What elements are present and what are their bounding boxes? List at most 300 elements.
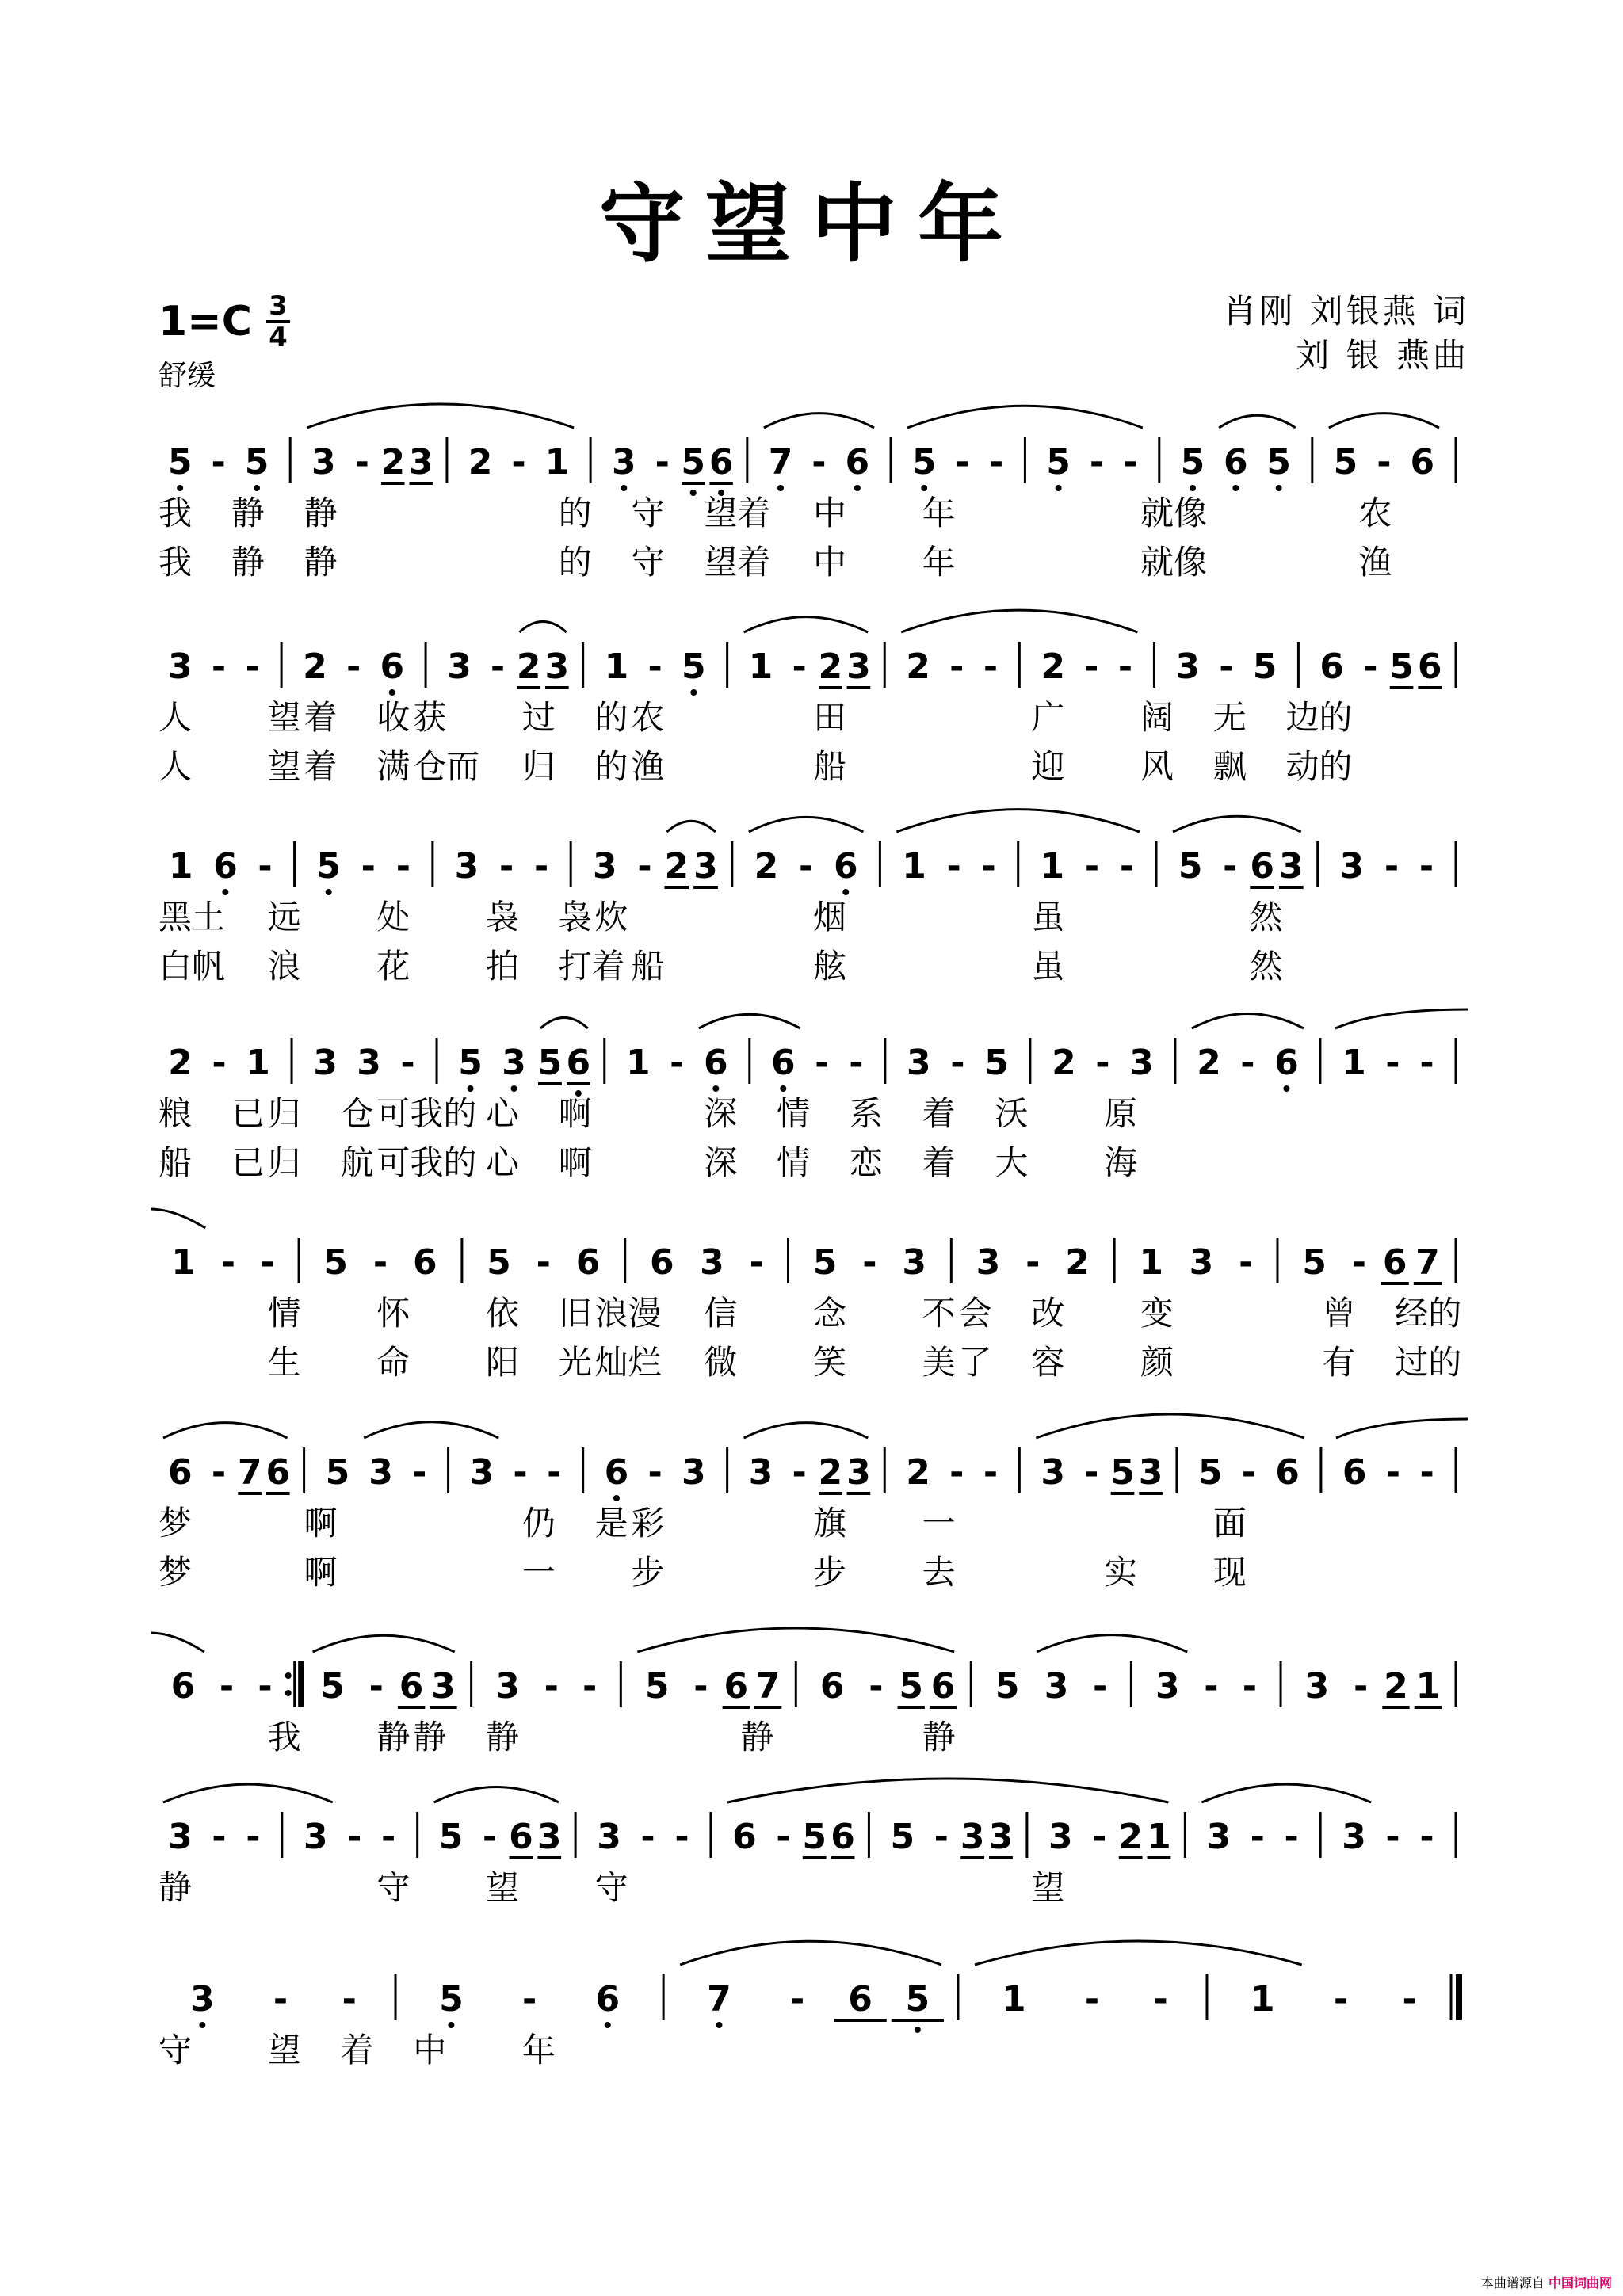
dash-hold: - — [1204, 1666, 1219, 1707]
repeat-dot — [285, 1672, 292, 1679]
lyric-word: 舷 — [813, 947, 847, 986]
slur-arc — [1173, 816, 1301, 832]
note-digit: 1 — [1251, 1979, 1275, 2019]
note-digit: 5 — [905, 1979, 930, 2019]
lyric-word: 浪 — [267, 947, 301, 986]
note-digit: 2 — [1118, 1817, 1143, 1857]
note-digit: 2 — [1065, 1242, 1090, 1283]
slur-arc — [1329, 414, 1439, 428]
dash-hold: - — [258, 846, 273, 887]
slur-arc — [313, 1635, 455, 1652]
lyric-word: 守 — [376, 1868, 411, 1907]
lyric-word: 仓 — [340, 1094, 374, 1133]
lyric-word: 飘 — [1212, 747, 1247, 786]
note-digit: 1 — [246, 1043, 270, 1083]
lyric-word: 渔 — [631, 747, 665, 786]
note-digit: 3 — [311, 442, 336, 482]
tie-arc-continued — [151, 1209, 205, 1228]
note-digit: 6 — [724, 1666, 749, 1707]
watermark-site: 中国词曲网 — [1548, 2275, 1612, 2290]
octave-dot-below — [690, 490, 697, 496]
dash-hold: - — [1419, 1817, 1434, 1857]
lyric-word: 梦 — [158, 1553, 193, 1592]
dash-hold: - — [260, 1242, 275, 1283]
dash-hold: - — [219, 1666, 235, 1707]
slur-arc — [699, 1014, 800, 1028]
note-digit: 2 — [380, 442, 406, 482]
lyric-word: 情 — [267, 1294, 301, 1333]
lyric-word: 情 — [777, 1143, 811, 1182]
lyric-word: 的 — [594, 747, 628, 786]
slur-arc — [896, 810, 1140, 832]
dash-hold: - — [981, 846, 996, 887]
dash-hold: - — [1025, 1242, 1041, 1283]
note-digit: 5 — [644, 1666, 670, 1707]
lyric-word: 的 — [558, 543, 592, 582]
dash-hold: - — [1333, 1979, 1349, 2019]
note-digit: 3 — [447, 646, 472, 687]
lyric-word: 获 — [413, 698, 447, 737]
lyric-word: 容 — [1031, 1343, 1065, 1382]
lyric-word: 过的 — [1395, 1343, 1462, 1382]
note-digit: 6 — [831, 1817, 855, 1857]
dash-hold: - — [212, 1043, 227, 1083]
note-digit: 3 — [495, 1666, 520, 1707]
dash-hold: - — [955, 442, 970, 482]
lyric-word: 实 — [1104, 1553, 1138, 1592]
dash-hold: - — [1351, 1242, 1366, 1283]
note-digit: 5 — [325, 1452, 350, 1493]
slur-arc — [163, 1423, 288, 1438]
dash-hold: - — [1223, 846, 1238, 887]
note-digit: 5 — [438, 1817, 464, 1857]
dash-hold: - — [749, 1242, 764, 1283]
note-digit: 3 — [537, 1817, 562, 1857]
octave-dot-below — [842, 889, 849, 895]
dash-hold: - — [534, 846, 549, 887]
note-digit: 3 — [1206, 1817, 1232, 1857]
note-digit: 6 — [265, 1452, 291, 1493]
lyric-word: 静 — [376, 1718, 411, 1756]
lyric-word: 的 — [558, 494, 592, 532]
dash-hold: - — [1084, 646, 1099, 687]
note-digit: 3 — [748, 1452, 773, 1493]
note-digit: 5 — [1252, 646, 1277, 687]
note-digit: 3 — [1342, 1817, 1366, 1857]
note-digit: 6 — [819, 1666, 845, 1707]
note-digit: 5 — [802, 1817, 827, 1857]
octave-dot-below — [254, 485, 260, 491]
tie-arc-continue — [1336, 1419, 1468, 1438]
slur-arc — [666, 821, 715, 832]
note-digit: 7 — [755, 1666, 781, 1707]
octave-dot-below — [199, 2022, 205, 2028]
lyric-word: 静 — [413, 1718, 447, 1756]
dash-hold: - — [670, 1043, 685, 1083]
dash-hold: - — [637, 846, 652, 887]
tie-arc-continued — [151, 1633, 204, 1652]
note-digit: 5 — [995, 1666, 1020, 1707]
octave-dot-below — [854, 485, 861, 491]
lyric-word: 有 — [1322, 1343, 1356, 1382]
dash-hold: - — [273, 1979, 288, 2019]
slur-arc — [163, 1784, 333, 1802]
dash-hold: - — [212, 1817, 227, 1857]
dash-hold: - — [211, 1452, 227, 1493]
octave-dot-below — [613, 1495, 620, 1501]
dash-hold: - — [934, 1817, 949, 1857]
lyric-word: 着 — [922, 1094, 956, 1133]
note-digit: 6 — [1410, 442, 1435, 482]
dash-hold: - — [674, 1817, 689, 1857]
octave-dot-below — [326, 889, 332, 895]
note-digit: 1 — [625, 1043, 651, 1083]
key-signature: 1=C — [158, 298, 252, 345]
octave-dot-below — [716, 2022, 722, 2028]
lyric-word: 归 — [521, 747, 556, 786]
dash-hold: - — [1123, 442, 1138, 482]
repeat-dot — [285, 1690, 292, 1696]
dash-hold: - — [1084, 846, 1100, 887]
slur-arc — [1192, 1014, 1304, 1028]
lyric-word: 怀 — [376, 1294, 411, 1333]
note-digit: 7 — [768, 442, 793, 482]
note-digit: 5 — [682, 646, 706, 687]
lyric-word: 灿烂 — [594, 1343, 662, 1382]
note-digit: 6 — [845, 442, 870, 482]
lyric-word: 中 — [413, 2031, 447, 2069]
octave-dot-below — [1276, 485, 1282, 491]
note-digit: 6 — [1223, 442, 1248, 482]
lyric-word: 静 — [922, 1718, 956, 1756]
note-digit: 6 — [930, 1666, 956, 1707]
lyric-word: 命 — [376, 1343, 411, 1382]
note-digit: 6 — [170, 1666, 196, 1707]
note-digit: 7 — [1415, 1242, 1440, 1283]
lyric-word: 颜 — [1140, 1343, 1174, 1382]
watermark-source: 本曲谱源自 — [1480, 2275, 1545, 2290]
note-digit: 3 — [544, 646, 570, 687]
lyric-word: 着 — [304, 747, 338, 786]
dash-hold: - — [369, 1666, 384, 1707]
note-digit: 6 — [566, 1043, 591, 1083]
note-digit: 2 — [818, 646, 843, 687]
dash-hold: - — [490, 646, 506, 687]
note-digit: 2 — [516, 646, 541, 687]
dash-hold: - — [1093, 1666, 1108, 1707]
note-digit: 3 — [1044, 1666, 1069, 1707]
slur-arc — [749, 817, 864, 832]
lyric-word: 了 — [958, 1343, 992, 1382]
note-digit: 6 — [1274, 1043, 1299, 1083]
lyric-word: 去 — [922, 1553, 956, 1592]
note-digit: 3 — [700, 1242, 724, 1283]
note-digit: 3 — [168, 1817, 193, 1857]
note-digit: 2 — [1384, 1666, 1408, 1707]
note-digit: 3 — [592, 846, 617, 887]
dash-hold: - — [547, 1452, 562, 1493]
lyric-word: 广 — [1031, 698, 1065, 737]
lyric-word: 满 — [376, 747, 411, 786]
lyric-word: 大 — [995, 1143, 1029, 1182]
dash-hold: - — [983, 1452, 999, 1493]
lyric-word: 拍 — [486, 947, 520, 986]
dash-hold: - — [1119, 846, 1135, 887]
lyric-word: 旗 — [813, 1504, 847, 1543]
dash-hold: - — [1242, 1666, 1257, 1707]
dash-hold: - — [1384, 846, 1400, 887]
note-digit: 3 — [431, 1666, 456, 1707]
note-digit: 6 — [1342, 1452, 1367, 1493]
lyric-word: 信 — [704, 1294, 738, 1333]
slur-arc — [907, 406, 1143, 428]
note-digit: 5 — [1197, 1452, 1223, 1493]
lyric-word: 就像 — [1140, 543, 1208, 582]
note-digit: 2 — [906, 1452, 930, 1493]
octave-dot-below — [921, 485, 927, 491]
dash-hold: - — [1084, 1979, 1100, 2019]
dash-hold: - — [511, 442, 526, 482]
dash-hold: - — [983, 646, 999, 687]
slur-arc — [1037, 1635, 1187, 1652]
lyric-word: 船 — [813, 747, 847, 786]
octave-dot-below — [605, 2022, 611, 2028]
dash-hold: - — [513, 1452, 528, 1493]
lyric-word: 心 — [486, 1143, 520, 1182]
dash-hold: - — [412, 1452, 427, 1493]
lyric-word: 静 — [304, 543, 338, 582]
dash-hold: - — [342, 1979, 357, 2019]
note-digit: 3 — [369, 1452, 393, 1493]
lyric-word: 旧 — [558, 1294, 592, 1333]
lyric-word: 航 — [340, 1143, 374, 1182]
dash-hold: - — [1239, 1242, 1254, 1283]
lyric-word: 白帆 — [158, 947, 226, 986]
lyric-word: 归 — [267, 1143, 301, 1182]
dash-hold: - — [798, 846, 814, 887]
dash-hold: - — [1377, 442, 1392, 482]
dash-hold: - — [372, 1242, 388, 1283]
lyric-word: 打着 — [558, 947, 625, 986]
note-digit: 6 — [412, 1242, 437, 1283]
note-digit: 5 — [681, 442, 706, 482]
lyric-word: 啊 — [304, 1553, 338, 1592]
dash-hold: - — [1092, 1817, 1107, 1857]
note-digit: 3 — [1129, 1043, 1154, 1083]
lyric-word: 的 — [594, 698, 628, 737]
tie-arc-continue — [1335, 1009, 1468, 1028]
lyric-word: 一 — [521, 1553, 556, 1592]
dash-hold: - — [640, 1817, 655, 1857]
lyric-word: 可我的 — [376, 1143, 477, 1182]
slur-arc — [1201, 1784, 1371, 1802]
lyric-word: 着 — [340, 2031, 374, 2069]
lyric-word: 原 — [1104, 1094, 1138, 1133]
lyric-word: 静 — [740, 1718, 774, 1756]
note-digit: 2 — [468, 442, 493, 482]
note-digit: 2 — [1041, 646, 1065, 687]
lyric-word: 远 — [267, 898, 301, 936]
lyric-word: 守 — [594, 1868, 628, 1907]
lyric-word: 望 — [267, 2031, 301, 2069]
lyric-word: 农 — [1358, 494, 1392, 532]
note-digit: 7 — [707, 1979, 731, 2019]
dash-hold: - — [1153, 1979, 1168, 2019]
lyric-word: 处 — [376, 898, 411, 936]
song-title: 守望中年 — [598, 174, 1024, 274]
note-digit: 6 — [732, 1817, 757, 1857]
lyric-word: 然 — [1249, 898, 1283, 936]
note-digit: 1 — [1139, 1242, 1164, 1283]
dash-hold: - — [211, 442, 226, 482]
dash-hold: - — [655, 442, 670, 482]
slur-arc — [764, 414, 874, 428]
dash-hold: - — [1385, 1452, 1401, 1493]
note-digit: 5 — [1266, 442, 1291, 482]
note-digit: 3 — [1189, 1242, 1214, 1283]
note-digit: 3 — [1048, 1817, 1073, 1857]
lyric-word: 中 — [813, 494, 847, 532]
dash-hold: - — [949, 1452, 964, 1493]
lyric-word: 静 — [158, 1868, 193, 1907]
note-digit: 3 — [682, 1452, 706, 1493]
slur-arc — [680, 1941, 941, 1965]
lyric-word: 美 — [922, 1343, 956, 1382]
lyric-word: 着 — [922, 1143, 956, 1182]
slur-arc — [307, 404, 574, 428]
dash-hold: - — [792, 646, 807, 687]
note-digit: 5 — [244, 442, 269, 482]
note-digit: 2 — [818, 1452, 843, 1493]
note-digit: 6 — [399, 1666, 424, 1707]
note-digit: 3 — [693, 846, 718, 887]
note-digit: 6 — [649, 1242, 674, 1283]
lyric-word: 收 — [376, 698, 411, 737]
octave-dot-below — [177, 485, 183, 491]
slur-arc — [727, 1779, 1168, 1802]
note-digit: 5 — [1389, 646, 1414, 687]
dash-hold: - — [647, 1452, 663, 1493]
lyric-word: 风 — [1140, 747, 1174, 786]
dash-hold: - — [1240, 1043, 1255, 1083]
time-denominator: 4 — [269, 322, 288, 353]
lyric-word: 静 — [304, 494, 338, 532]
note-digit: 5 — [323, 1242, 348, 1283]
lyric-word: 过 — [521, 698, 556, 737]
lyric-word: 迎 — [1031, 747, 1065, 786]
note-digit: 3 — [167, 646, 193, 687]
lyric-word: 生 — [267, 1343, 301, 1382]
note-digit: 3 — [988, 1817, 1014, 1857]
dash-hold: - — [246, 1817, 261, 1857]
note-digit: 3 — [313, 1043, 338, 1083]
lyric-word: 年 — [521, 2031, 556, 2069]
octave-dot-below — [690, 689, 697, 696]
lyric-word: 笑 — [813, 1343, 847, 1382]
note-digit: 5 — [537, 1043, 563, 1083]
octave-dot-below — [389, 689, 395, 696]
lyric-word: 微 — [704, 1343, 738, 1382]
note-digit: 1 — [171, 1242, 196, 1283]
note-digit: 1 — [902, 846, 926, 887]
octave-dot-below — [1056, 485, 1062, 491]
lyric-word: 望着 — [704, 543, 771, 582]
lyric-word: 曾 — [1322, 1294, 1356, 1333]
lyric-word: 依 — [486, 1294, 520, 1333]
lyric-word: 边的 — [1285, 698, 1353, 737]
dash-hold: - — [989, 442, 1004, 482]
dash-hold: - — [521, 1979, 537, 2019]
note-digit: 1 — [1001, 1979, 1026, 2019]
dash-hold: - — [1385, 1817, 1400, 1857]
note-digit: 5 — [812, 1242, 838, 1283]
note-digit: 6 — [833, 846, 858, 887]
dash-hold: - — [1419, 1452, 1434, 1493]
slur-arc — [744, 617, 869, 632]
dash-hold: - — [1250, 1817, 1265, 1857]
dash-hold: - — [498, 846, 514, 887]
lyric-word: 是 — [594, 1504, 628, 1543]
note-digit: 6 — [575, 1242, 601, 1283]
lyric-word: 系 — [849, 1094, 883, 1133]
lyric-word: 就像 — [1140, 494, 1208, 532]
note-digit: 2 — [754, 846, 779, 887]
lyric-word: 船 — [631, 947, 665, 986]
note-digit: 3 — [1339, 846, 1365, 887]
note-digit: 5 — [439, 1979, 464, 2019]
dash-hold: - — [347, 1817, 362, 1857]
slur-arc — [744, 1423, 869, 1438]
lyric-word: 仓而 — [413, 747, 480, 786]
lyric-word: 烟 — [813, 898, 847, 936]
dash-hold: - — [849, 1043, 864, 1083]
lyric-word: 恋 — [849, 1143, 883, 1182]
lyric-word: 袅 — [558, 898, 592, 936]
lyric-word: 守 — [631, 494, 665, 532]
slur-arc — [434, 1787, 559, 1802]
dash-hold: - — [582, 1666, 598, 1707]
note-digit: 2 — [168, 1043, 193, 1083]
note-digit: 6 — [708, 442, 734, 482]
note-digit: 1 — [544, 442, 570, 482]
lyric-word: 啊 — [558, 1143, 592, 1182]
dash-hold: - — [381, 1817, 396, 1857]
lyric-word: 农 — [631, 698, 665, 737]
note-digit: 3 — [190, 1979, 215, 2019]
dash-hold: - — [1241, 1452, 1257, 1493]
note-digit: 1 — [1415, 1666, 1441, 1707]
note-digit: 6 — [595, 1979, 621, 2019]
lyric-word: 渔 — [1358, 543, 1392, 582]
note-digit: 6 — [848, 1979, 873, 2019]
lyric-word: 变 — [1140, 1294, 1174, 1333]
lyric-word: 已 — [231, 1143, 265, 1182]
note-digit: 6 — [1382, 1242, 1407, 1283]
note-digit: 1 — [1342, 1043, 1366, 1083]
lyric-word: 不 — [922, 1294, 956, 1333]
octave-dot-below — [915, 2027, 921, 2033]
slur-arc — [1036, 1414, 1304, 1438]
dash-hold: - — [1385, 1043, 1400, 1083]
lyric-word: 然 — [1249, 947, 1283, 986]
note-digit: 3 — [611, 442, 636, 482]
note-digit: 5 — [890, 1817, 915, 1857]
lyric-word: 船 — [158, 1143, 193, 1182]
dash-hold: - — [346, 646, 361, 687]
dash-hold: - — [949, 646, 964, 687]
octave-dot-below — [222, 889, 228, 895]
lyric-word: 深 — [704, 1094, 738, 1133]
